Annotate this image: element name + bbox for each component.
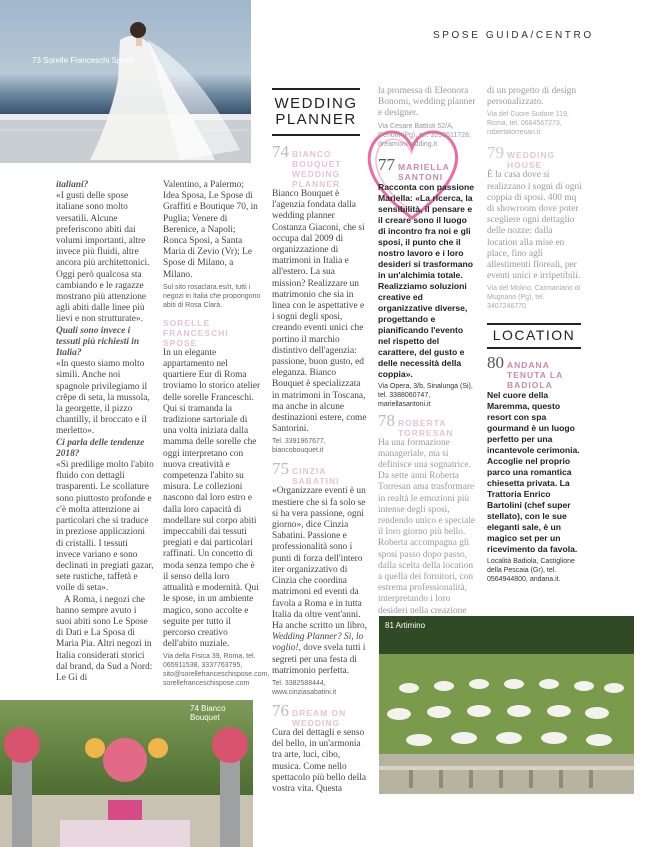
col3-address: Tel. 3382588444, www.cinziasabatini.it xyxy=(272,679,337,696)
heading-rule-top xyxy=(487,323,581,325)
wedding-planner-heading xyxy=(272,88,360,136)
heading-rule-bottom xyxy=(272,134,360,136)
bride-photo xyxy=(0,0,251,163)
col1-paragraph: A Roma, i negozi che hanno sempre avuto i suoi abiti sono Le Spose di Dati e La Sposa di Maria Pia. Altri negozi in Italia considerati storici dal brand, da Sud a Nord: Le Gi di xyxy=(56,594,153,683)
entry-number-74: 74 xyxy=(272,142,289,161)
entry-number-78: 78 xyxy=(378,410,395,430)
col1-question: Ci parla delle tendenze 2018? xyxy=(56,437,145,459)
col1-lead: italiani? xyxy=(56,180,89,190)
col1-paragraph: «I gusti delle spose italiane sono molto versatili. Alcune preferiscono abiti dai volumi importanti, altre invece più fluidi, altre ancora più architettonici. Oggi però qualcosa sta cambiando e le ragazze mostrano più attenzione agli abiti dalle linee più lievi e non strutturate». xyxy=(56,191,150,325)
col3-text: , dove svela tutti i segreti per una festa di matrimonio perfetta. xyxy=(272,643,366,676)
col4-paragraph: la promessa di Eleonora Bonomi, wedding planner e designer. xyxy=(378,86,476,119)
col2-paragraph: In un elegante appartamento nel quartiere Eur di Roma troviamo lo storico atelier delle sorelle Franceschi. Qui si tramanda la tradizione sartoriale di una volta iniziata dalla mamma delle sorelle che oggi interpretano con nuova creatività e competenza l'abito su misura. Le collezioni nascono dal loro estro e dalla loro capacità di modellare sul corpo abiti impeccabili dai tessuti pregiati e dai particolari raffinati. Un concetto di moda senza tempo che è il senso della loro attualità e modernità. Qui le spose, in un ambiente magico, sono accolte e seguite per tutto il percorso creativo dell'abito nuziale. xyxy=(163,347,261,650)
column-5 xyxy=(487,86,585,584)
col3-text: «Organizzare eventi è un mestiere che si fa solo se si ha vera passione, ogni giorno», dice Cinzia Sabatini. Passione e professionalità sono i punti di forza dell'intero iter organizzativo di Cinzia che coordina matrimoni ed eventi da favola a Roma e in tutta Italia da oltre vent'anni. Ha anche scritto un libro, xyxy=(272,486,368,631)
entry-number-75: 75 xyxy=(272,459,289,479)
col1-question: Quali sono invece i tessuti più richiesti in Italia? xyxy=(56,325,140,359)
wedding-planner-line1: WEDDING xyxy=(274,95,358,112)
entry-name-cinzia-sabatini: CINZIA SABATINI xyxy=(292,466,340,487)
entry-name-andana: ANDANA TENUTA LA BADIOLA xyxy=(507,359,563,390)
location-heading xyxy=(487,323,581,348)
col5-paragraph: Nel cuore della Maremma, questo resort con spa gourmand è un luogo perfetto per una incantevole cerimonia. Accoglie nel proprio parco una romantica chiesetta privata. La Trattoria Enrico Bartolini (chef super stellato), con le sue eleganti sale, è un magico set per un ricevimento da favola. xyxy=(487,389,580,554)
artimino-photo xyxy=(379,616,634,794)
column-4 xyxy=(378,86,476,617)
terrace-illustration xyxy=(379,616,634,794)
bianco-bouquet-photo xyxy=(0,700,253,847)
col2-paragraph: Valentino, a Palermo; Idea Sposa, Le Spose di Graffiti e Boutique 70, in Puglia; Venere di Berenice, a Napoli; Ronca Sposi, a Santa Maria di Zevio (Vr); Le Spose di Milano, a Milano. xyxy=(163,180,258,280)
col5-address: Località Badiola, Castiglione della Pescaia (Gr), tel. 0564944800, andana.it. xyxy=(487,557,575,583)
col4-paragraph: Ha una formazione manageriale, ma si definisce una sognatrice. Da sette anni Roberta Torresan ama trasformare in realtà le emozioni più intense degli sposi, rendendo unico e speciale il loro giorno più bello. Roberta accompagna gli sposi passo dopo passo, dalla scelta della location a quella dei fornitori, con estrema professionalità, interpretando i loro desideri nella creazione xyxy=(378,437,476,616)
col4-address: Via Cesare Battisti 52/A, Denotti (Pg), tel. 3259511728, dreamonwedding.it xyxy=(378,122,471,148)
col3-address: Tel. 3391967677, biancobouquet.it xyxy=(272,438,326,455)
col3-paragraph: Bianco Bouquet è l'agenzia fondata dalla wedding planner Costanza Giaconi, che si occupa dal 2009 di organizzazione di matrimoni in Italia e all'estero. La sua mission? Realizzare un matrimonio che sia in linea con le aspettative e i sogni degli sposi, creando eventi unici che portino il marchio distintivo dell'agenzia: passione, buon gusto, ed eleganza. Bianco Bouquet è specializzata in matrimoni in Toscana, ma anche in alcune destinazioni estere, come Santorini. xyxy=(272,189,367,435)
entry-name-bianco-bouquet: BIANCO BOUQUET WEDDING PLANNER xyxy=(292,149,342,189)
col4-address: Via Opera, 3/b, Sinalunga (Si), tel. 3388060747, mariellasantoni.it xyxy=(378,382,473,408)
entry-number-76: 76 xyxy=(272,700,289,720)
column-1 xyxy=(56,180,154,684)
col5-address: Via del Molino, Carmaniano di Mugnano (Pg), tel. 3407246770. xyxy=(487,285,581,311)
bride-photo-caption: 73 Sorelle Franceschi Spose xyxy=(32,56,135,65)
col3-paragraph: Cura dei dettagli e senso del bello, in un'armonia tra arte, luci, cibo, musica. Come nello spettacolo più bello della vostra vita. Questa xyxy=(272,727,366,794)
location-title: LOCATION xyxy=(492,327,576,344)
entry-number-80: 80 xyxy=(487,352,504,372)
col1-paragraph: «Si predilige molto l'abito fluido con dettagli trasparenti. Le scollature sono piuttosto profonde e c'è molta attenzione ai particolari che si traduce in preziose applicazioni di cristalli. I tessuti invece variano e sono declinati in pregiati gazar, sete rustiche, taffetà e voile di seta». xyxy=(56,460,154,594)
bianco-bouquet-caption: 74 Bianco Bouquet xyxy=(190,704,226,722)
wedding-planner-line2: PLANNER xyxy=(275,111,357,128)
col5-paragraph: di un progetto di design personalizzato. xyxy=(487,86,577,108)
entry-name-roberta-torresan: ROBERTA TORRESAN xyxy=(398,417,454,438)
heading-rule-bottom xyxy=(487,347,581,349)
column-3 xyxy=(272,142,368,795)
col2-address: Sul sito rosaclara.es/it, tutti i negozi in Italia che propongono abiti di Rosa Clarà. xyxy=(163,283,261,309)
col3-paragraph xyxy=(272,486,368,676)
bride-illustration xyxy=(0,0,251,163)
entry-name-wedding-house: WEDDING HOUSE xyxy=(507,150,556,171)
column-2 xyxy=(163,180,270,688)
entry-name-mariella-santoni: MARIELLA SANTONI xyxy=(398,161,450,182)
garden-illustration xyxy=(0,700,253,847)
col4-paragraph: Racconta con passione Mariella: «La ricerca, la sensibilità, il pensare e il creare sono il luogo di incontro fra noi e gli sposi, il punto che il nostro lavoro e i loro desideri si trasformano in un'alchimia totale. Realizziamo soluzioni creative ed organizzative diverse, progettando e pianificando l'evento nel rispetto del carattere, del gusto e delle necessità della coppia». xyxy=(378,181,474,379)
entry-name-dream-on-wedding: DREAM ON WEDDING xyxy=(292,707,347,728)
book-title: Wedding Planner? Sì, lo voglio! xyxy=(272,632,364,654)
col2-address: Via della Fisica 39, Roma, tel. 065911538, 3337763795, sito@sorellefranceschispose.com, sorellefranceschispose.com xyxy=(163,653,270,688)
entry-name-sorelle-franceschi: SORELLE FRANCESCHI SPOSE xyxy=(163,317,229,348)
col5-paragraph: È la casa dove si realizzano i sogni di ogni coppia di sposi. 400 mq di showroom dove poter scegliere ogni dettaglio delle nozze: dalla location alla mise en place, fino agli allestimenti floreali, per eventi unici e irripetibili. xyxy=(487,170,582,282)
col1-paragraph: «In questo siamo molto simili. Anche noi spagnole privilegiamo il crêpe di seta, la mussola, la georgette, il pizzo chantilly, il broccato e il merletto». xyxy=(56,359,150,437)
col5-address: Via del Cuore Sudore 119, Roma, tel. 0664567273, robertatorresan.it xyxy=(487,111,569,137)
page-header: SPOSE GUIDA/CENTRO xyxy=(433,30,594,41)
entry-number-77: 77 xyxy=(378,154,395,174)
heading-rule-top xyxy=(272,88,360,90)
artimino-caption: 81 Artimino xyxy=(385,621,426,630)
entry-number-79: 79 xyxy=(487,143,504,163)
